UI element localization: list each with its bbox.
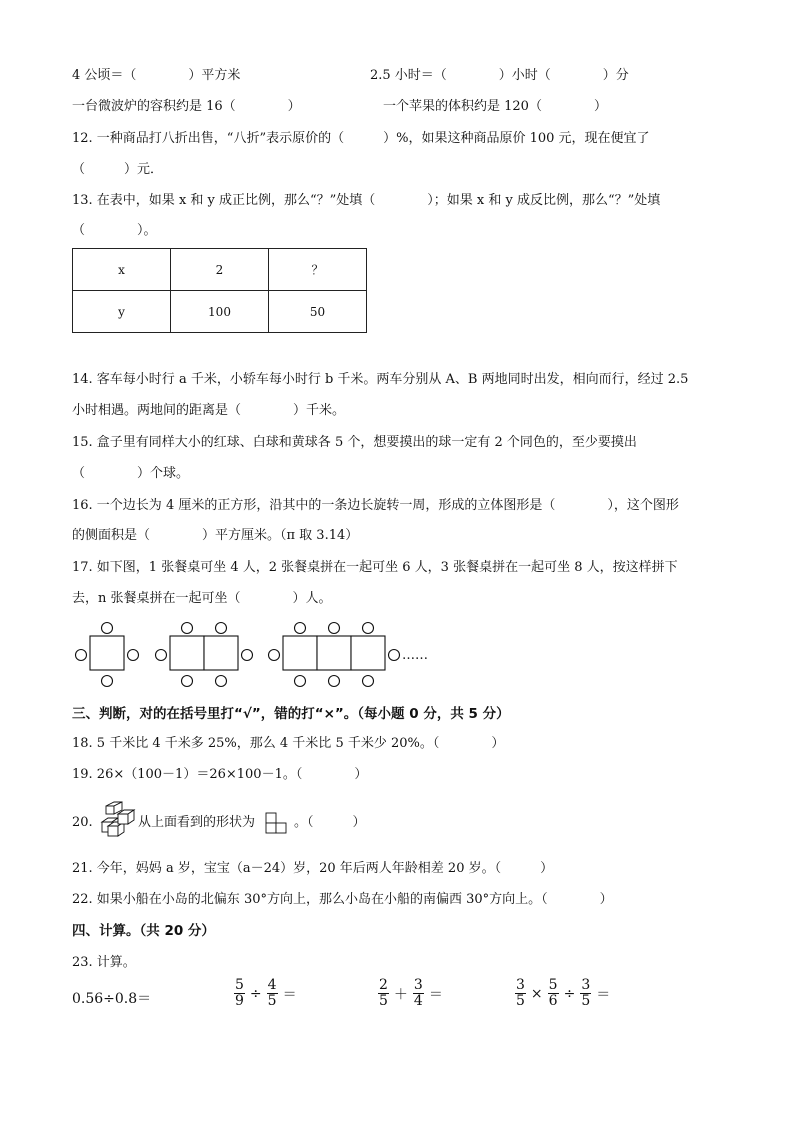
- denominator: 4: [413, 993, 423, 1009]
- question-14-line1: 14. 客车每小时行 a 千米，小轿车每小时行 b 千米。两车分别从 A、B 两地同时出发，相向而行，经过 2.5: [72, 372, 689, 387]
- numerator: 2: [379, 977, 388, 993]
- denominator: 5: [267, 993, 277, 1009]
- seat-circle: [295, 676, 306, 687]
- table-square: [351, 636, 385, 670]
- seat-circle: [216, 676, 227, 687]
- fraction: [548, 978, 559, 1009]
- seat-circle: [216, 623, 227, 634]
- calc-expression-4: [515, 978, 612, 1009]
- numerator: 3: [413, 977, 423, 993]
- question-16-line2: 的侧面积是（ ）平方厘米。（π 取 3.14）: [72, 528, 359, 543]
- calc-text: 0.56÷0.8＝: [72, 991, 152, 1007]
- denominator: 5: [581, 993, 591, 1009]
- operator: ÷: [249, 985, 262, 1002]
- question-16-line1: 16. 一个边长为 4 厘米的正方形，沿其中的一条边长旋转一周，形成的立体图形是（ ），这个图形: [72, 498, 679, 513]
- line-apple-volume: 一个苹果的体积约是 120（ ）: [383, 99, 607, 114]
- fraction: [580, 978, 591, 1009]
- equals-sign: ＝: [596, 986, 611, 1003]
- operator: ÷: [563, 985, 576, 1002]
- seat-circle: [128, 650, 139, 661]
- table-square: [90, 636, 124, 670]
- seat-circle: [242, 650, 253, 661]
- question-22: 22. 如果小船在小岛的北偏东 30°方向上，那么小岛在小船的南偏西 30°方向上。（ ）: [72, 892, 613, 907]
- seat-circle: [102, 623, 113, 634]
- numerator: 5: [235, 977, 244, 993]
- question-18: 18. 5 千米比 4 千米多 25%，那么 4 千米比 5 千米少 20%。（ ）: [72, 736, 505, 751]
- cube-stack-icon: [98, 800, 138, 840]
- line-microwave-volume: 一台微波炉的容积约是 16（ ）: [72, 99, 301, 114]
- question-17-line1: 17. 如下图，1 张餐桌可坐 4 人，2 张餐桌拼在一起可坐 6 人，3 张餐桌拼在一起可坐 8 人，按这样拼下: [72, 560, 678, 575]
- table-cell: 50: [269, 291, 367, 333]
- question-15-line2: （ ）个球。: [72, 466, 190, 481]
- xy-table: [72, 248, 367, 333]
- fraction: [515, 978, 526, 1009]
- fraction: [234, 978, 245, 1009]
- question-20-blank: 。（ ）: [294, 815, 366, 830]
- seat-circle: [182, 623, 193, 634]
- seat-circle: [329, 623, 340, 634]
- line-time-conversion: 2.5 小时＝（ ）小时（ ）分: [370, 68, 629, 83]
- denominator: 5: [379, 993, 388, 1009]
- denominator: 9: [235, 993, 244, 1009]
- table-square: [204, 636, 238, 670]
- numerator: 3: [516, 977, 525, 993]
- question-20-text: 从上面看到的形状为: [138, 815, 256, 830]
- seat-circle: [329, 676, 340, 687]
- table-cell: 100: [171, 291, 269, 333]
- denominator: 5: [516, 993, 525, 1009]
- numerator: 3: [581, 977, 591, 993]
- seat-circle: [76, 650, 87, 661]
- fraction: [413, 978, 424, 1009]
- table-square: [317, 636, 351, 670]
- seat-circle: [182, 676, 193, 687]
- section-4-heading: 四、计算。（共 20 分）: [72, 923, 215, 939]
- table-square: [170, 636, 204, 670]
- question-19: 19. 26×（100－1）＝26×100－1。（ ）: [72, 767, 368, 782]
- seat-circle: [156, 650, 167, 661]
- numerator: 4: [267, 977, 277, 993]
- table-cell: ？: [269, 249, 367, 291]
- table-cell: x: [73, 249, 171, 291]
- seat-circle: [102, 676, 113, 687]
- numerator: 5: [548, 977, 558, 993]
- question-21: 21. 今年，妈妈 a 岁，宝宝（a－24）岁，20 年后两人年龄相差 20 岁。（ ）: [72, 861, 554, 876]
- question-12-line1: 12. 一种商品打八折出售，“八折”表示原价的（ ）%，如果这种商品原价 100 元，现在便宜了: [72, 131, 650, 146]
- seat-circle: [269, 650, 280, 661]
- dining-tables-figure: [72, 618, 452, 690]
- table-cell: 2: [171, 249, 269, 291]
- line-area-conversion: 4 公顷＝（ ）平方米: [72, 68, 241, 83]
- question-12-line2: （ ）元．: [72, 162, 164, 177]
- top-view-shape-icon: [264, 811, 294, 835]
- question-15-line1: 15. 盒子里有同样大小的红球、白球和黄球各 5 个，想要摸出的球一定有 2 个同色的，至少要摸出: [72, 435, 637, 450]
- operator: ×: [530, 985, 543, 1002]
- fraction: [378, 978, 389, 1009]
- section-3-heading: 三、判断，对的在括号里打“√”，错的打“×”。（每小题 0 分，共 5 分）: [72, 706, 510, 722]
- seat-circle: [295, 623, 306, 634]
- question-23: 23. 计算。: [72, 955, 136, 970]
- table-row: [73, 249, 367, 291]
- equals-sign: ＝: [282, 986, 297, 1003]
- equals-sign: ＝: [428, 986, 443, 1003]
- table-cell: y: [73, 291, 171, 333]
- table-square: [283, 636, 317, 670]
- seat-circle: [389, 650, 400, 661]
- question-14-line2: 小时相遇。两地间的距离是（ ）千米。: [72, 403, 346, 418]
- table-row: [73, 291, 367, 333]
- question-13-line2: （ ）。: [72, 223, 157, 238]
- calc-expression-2: [234, 978, 299, 1009]
- fraction: [267, 978, 278, 1009]
- figure-ellipsis: ……: [402, 648, 428, 663]
- seat-circle: [363, 623, 374, 634]
- question-13-line1: 13. 在表中，如果 x 和 y 成正比例，那么“？”处填（ ）；如果 x 和 y 成反比例，那么“？”处填: [72, 193, 661, 208]
- operator: ＋: [393, 986, 408, 1003]
- question-20-number: 20.: [72, 815, 93, 830]
- question-17-line2: 去，n 张餐桌拼在一起可坐（ ）人。: [72, 591, 332, 606]
- seat-circle: [363, 676, 374, 687]
- denominator: 6: [548, 993, 558, 1009]
- calc-expression-3: [378, 978, 445, 1009]
- calc-expression-1: [72, 988, 151, 1008]
